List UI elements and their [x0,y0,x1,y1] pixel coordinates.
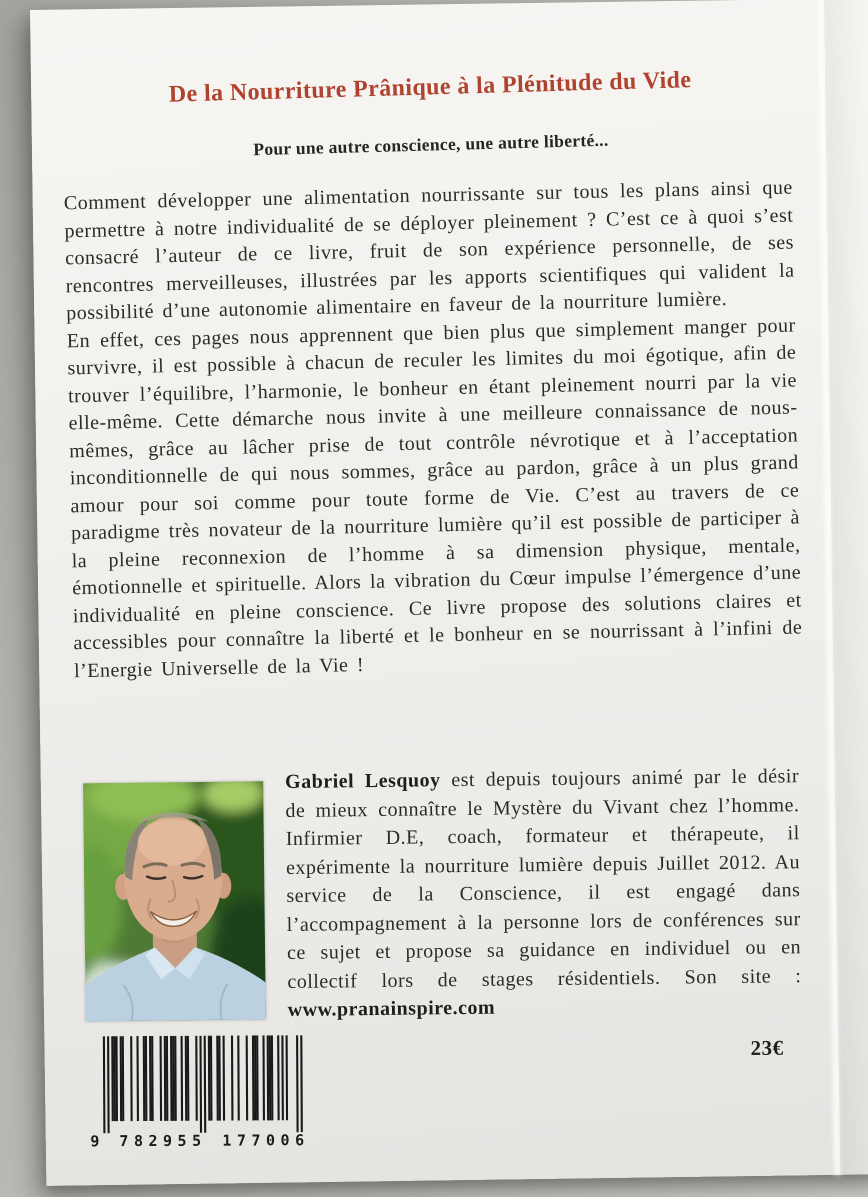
author-name: Gabriel Lesquoy [284,769,441,794]
book-title: De la Nourriture Prânique à la Plénitude du Vide [168,67,692,108]
book-back-cover [30,0,868,1186]
barcode-left-group: 782955 [119,1131,207,1151]
barcode-lead-digit: 9 [90,1132,105,1151]
synopsis [64,175,804,686]
barcode-bars [103,1035,303,1133]
author-bio [285,762,802,1024]
barcode-right-group: 177006 [222,1131,310,1150]
synopsis-paragraph-1: Comment développer une alimentation nourrissante sur tous les plans ainsi que permettre à notre individualité de se déployer pleinement ? C’est ce à quoi s’est consacré l’auteur de ce livre, fruit de son expérience personnelle, de ses rencontres merveilleuses, illustrées par les apports scientifiques qui valident la possibilité d’une autonomie alimentaire en faveur de la nourriture lumière. [63,176,795,325]
price-label: 23€ [750,1035,784,1060]
author-bio-text: est depuis toujours animé par le désir de mieux connaître le Mystère du Vivant chez l’homme. Infirmier D.E, coach, formateur et thérapeute, il expérimente la nourriture lumière depuis Juillet 2012. Au service de la Conscience, il est engagé dans l’accompagnement à la personne lors de conférences sur ce sujet et propose sa guidance en individuel ou en collectif lors de stages résidentiels. Son site : [285,765,802,993]
author-photo [83,781,266,1021]
cover-content [30,0,868,1186]
ean-barcode [89,1035,316,1152]
author-website: www.pranainspire.com [287,996,496,1022]
synopsis-paragraph-2: En effet, ces pages nous apprennent que bien plus que simplement manger pour survivre, il est possible à chacun de reculer les limites du moi égotique, afin de trouver l’équilibre, l’harmonie, le bonheur en étant pleinement nourri par la vie elle-même. Cette démarche nous invite à une meilleure connaissance de nous-mêmes, grâce au lâcher prise de tout contrôle névrotique et à l’acceptation inconditionnelle de qui nous sommes, grâce au pardon, grâce à un plus grand amour pour soi comme pour toute forme de Vie. C’est au travers de ce paradigme très novateur de la nourriture lumière qu’il est possible de participer à la pleine reconnexion de l’homme à sa dimension physique, mentale, émotionnelle et spirituelle. Alors la vibration du Cœur impulse l’émergence d’une individualité en pleine conscience. Ce livre propose des solutions claires et accessibles pour connaître la liberté et le bonheur en se nourrissant à l’infini de l’Energie Universelle de la Vie ! [66,313,803,682]
book-subtitle: Pour une autre conscience, une autre liberté... [253,129,609,160]
author-section [85,762,848,1031]
